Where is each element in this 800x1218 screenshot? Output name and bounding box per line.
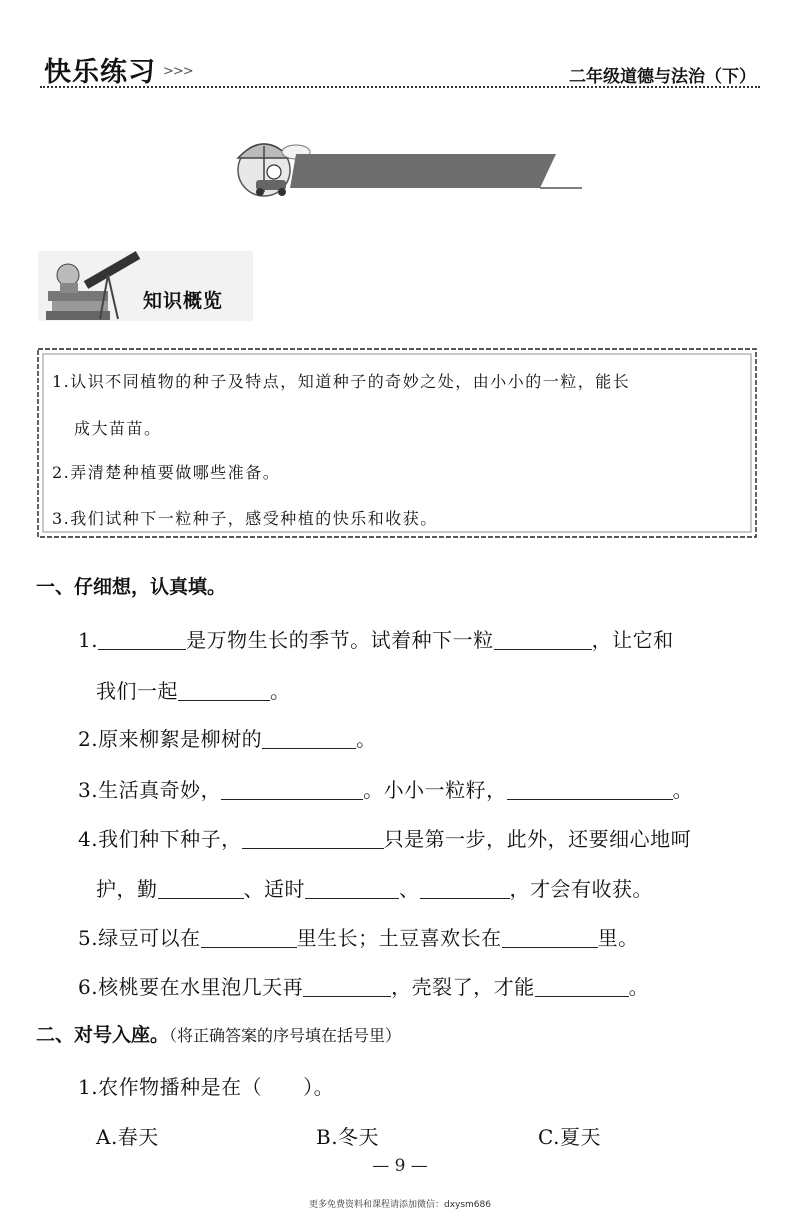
section-badge-title: 知识概览 bbox=[143, 290, 224, 312]
answer-blank[interactable] bbox=[420, 880, 510, 899]
lesson-number: 4 bbox=[330, 26, 344, 51]
answer-blank[interactable] bbox=[502, 929, 598, 948]
q5-text-b: 里生长；土豆喜欢长在 bbox=[296, 926, 502, 950]
answer-blank[interactable] bbox=[178, 682, 270, 701]
part2-heading bbox=[36, 1020, 401, 1047]
q1-text-b: ，让它和 bbox=[591, 628, 674, 652]
q6-text-b: ，壳裂了，才能 bbox=[391, 975, 535, 999]
answer-blank[interactable] bbox=[242, 830, 384, 849]
goal-2: 2.弄清楚种植要做哪些准备。 bbox=[52, 463, 281, 482]
part1-heading: 一、仔细想，认真填。 bbox=[36, 576, 227, 598]
q4-text-a: 4.我们种下种子， bbox=[78, 827, 242, 851]
q4-text-b: 只是第一步，此外，还要细心地呵 bbox=[383, 827, 692, 851]
q4-text-e: 、 bbox=[399, 877, 420, 901]
q4-text-f: ，才会有收获。 bbox=[509, 877, 653, 901]
lesson-banner-illustration bbox=[226, 132, 586, 202]
q1-text-a: 是万物生长的季节。试着种下一粒 bbox=[186, 628, 494, 652]
answer-blank[interactable] bbox=[535, 978, 629, 997]
q6-text-a: 6.核桃要在水里泡几天再 bbox=[78, 975, 304, 999]
question-6 bbox=[78, 971, 649, 1000]
option-b[interactable]: B.冬天 bbox=[316, 1125, 380, 1149]
question-1-line-2 bbox=[96, 675, 291, 704]
answer-blank[interactable] bbox=[221, 781, 363, 800]
question-5 bbox=[78, 922, 639, 951]
lesson-title: 试种一粒籽 bbox=[378, 31, 499, 56]
q2-text-b: 。 bbox=[356, 727, 377, 751]
workbook-brand: 快乐练习 bbox=[44, 57, 156, 88]
question-3 bbox=[78, 774, 693, 803]
telescope-illustration bbox=[38, 245, 258, 325]
goal-1-cont: 成大苗苗。 bbox=[74, 419, 162, 438]
answer-blank[interactable] bbox=[158, 880, 244, 899]
goal-3: 3.我们试种下一粒种子，感受种植的快乐和收获。 bbox=[52, 509, 438, 528]
q3-text-a: 3.生活真奇妙， bbox=[78, 778, 222, 802]
answer-blank[interactable] bbox=[494, 631, 592, 650]
question-2 bbox=[78, 723, 377, 752]
part2-heading-text: 二、对号入座。 bbox=[36, 1024, 170, 1046]
question-4-line-1 bbox=[78, 823, 691, 852]
answer-blank[interactable] bbox=[98, 631, 186, 650]
q1-number: 1. bbox=[78, 628, 99, 652]
choice-question-1-stem: 1.农作物播种是在（ ）。 bbox=[78, 1075, 335, 1099]
part2-instruction: （将正确答案的序号填在括号里） bbox=[169, 1026, 402, 1045]
q4-text-c: 护，勤 bbox=[96, 877, 158, 901]
answer-blank[interactable] bbox=[305, 880, 399, 899]
header-divider bbox=[40, 86, 760, 88]
q5-text-a: 5.绿豆可以在 bbox=[78, 926, 201, 950]
answer-blank[interactable] bbox=[507, 781, 673, 800]
footer-note: 更多免费资料和课程请添加微信：dxysm686 bbox=[308, 1200, 491, 1210]
q4-text-d: 、适时 bbox=[243, 877, 305, 901]
goal-1: 1.认识不同植物的种子及特点，知道种子的奇妙之处，由小小的一粒，能长 bbox=[52, 372, 631, 391]
question-1-line-1 bbox=[78, 624, 674, 653]
q3-text-c: 。 bbox=[672, 778, 694, 802]
brand-arrows: >>> bbox=[163, 64, 193, 79]
option-a[interactable]: A.春天 bbox=[96, 1125, 159, 1149]
q2-text-a: 2.原来柳絮是柳树的 bbox=[78, 727, 263, 751]
answer-blank[interactable] bbox=[262, 730, 356, 749]
subject-grade-label: 二年级道德与法治（下） bbox=[569, 67, 756, 87]
answer-blank[interactable] bbox=[201, 929, 297, 948]
question-4-line-2 bbox=[96, 873, 653, 902]
q6-text-c: 。 bbox=[628, 975, 650, 999]
answer-blank[interactable] bbox=[303, 978, 391, 997]
q1-text-c: 我们一起 bbox=[96, 679, 178, 703]
q5-text-c: 里。 bbox=[597, 926, 639, 950]
q3-text-b: 。小小一粒籽， bbox=[363, 778, 507, 802]
page-number: — 9 — bbox=[372, 1156, 428, 1176]
option-c[interactable]: C.夏天 bbox=[538, 1125, 601, 1149]
q1-text-d: 。 bbox=[270, 679, 291, 703]
